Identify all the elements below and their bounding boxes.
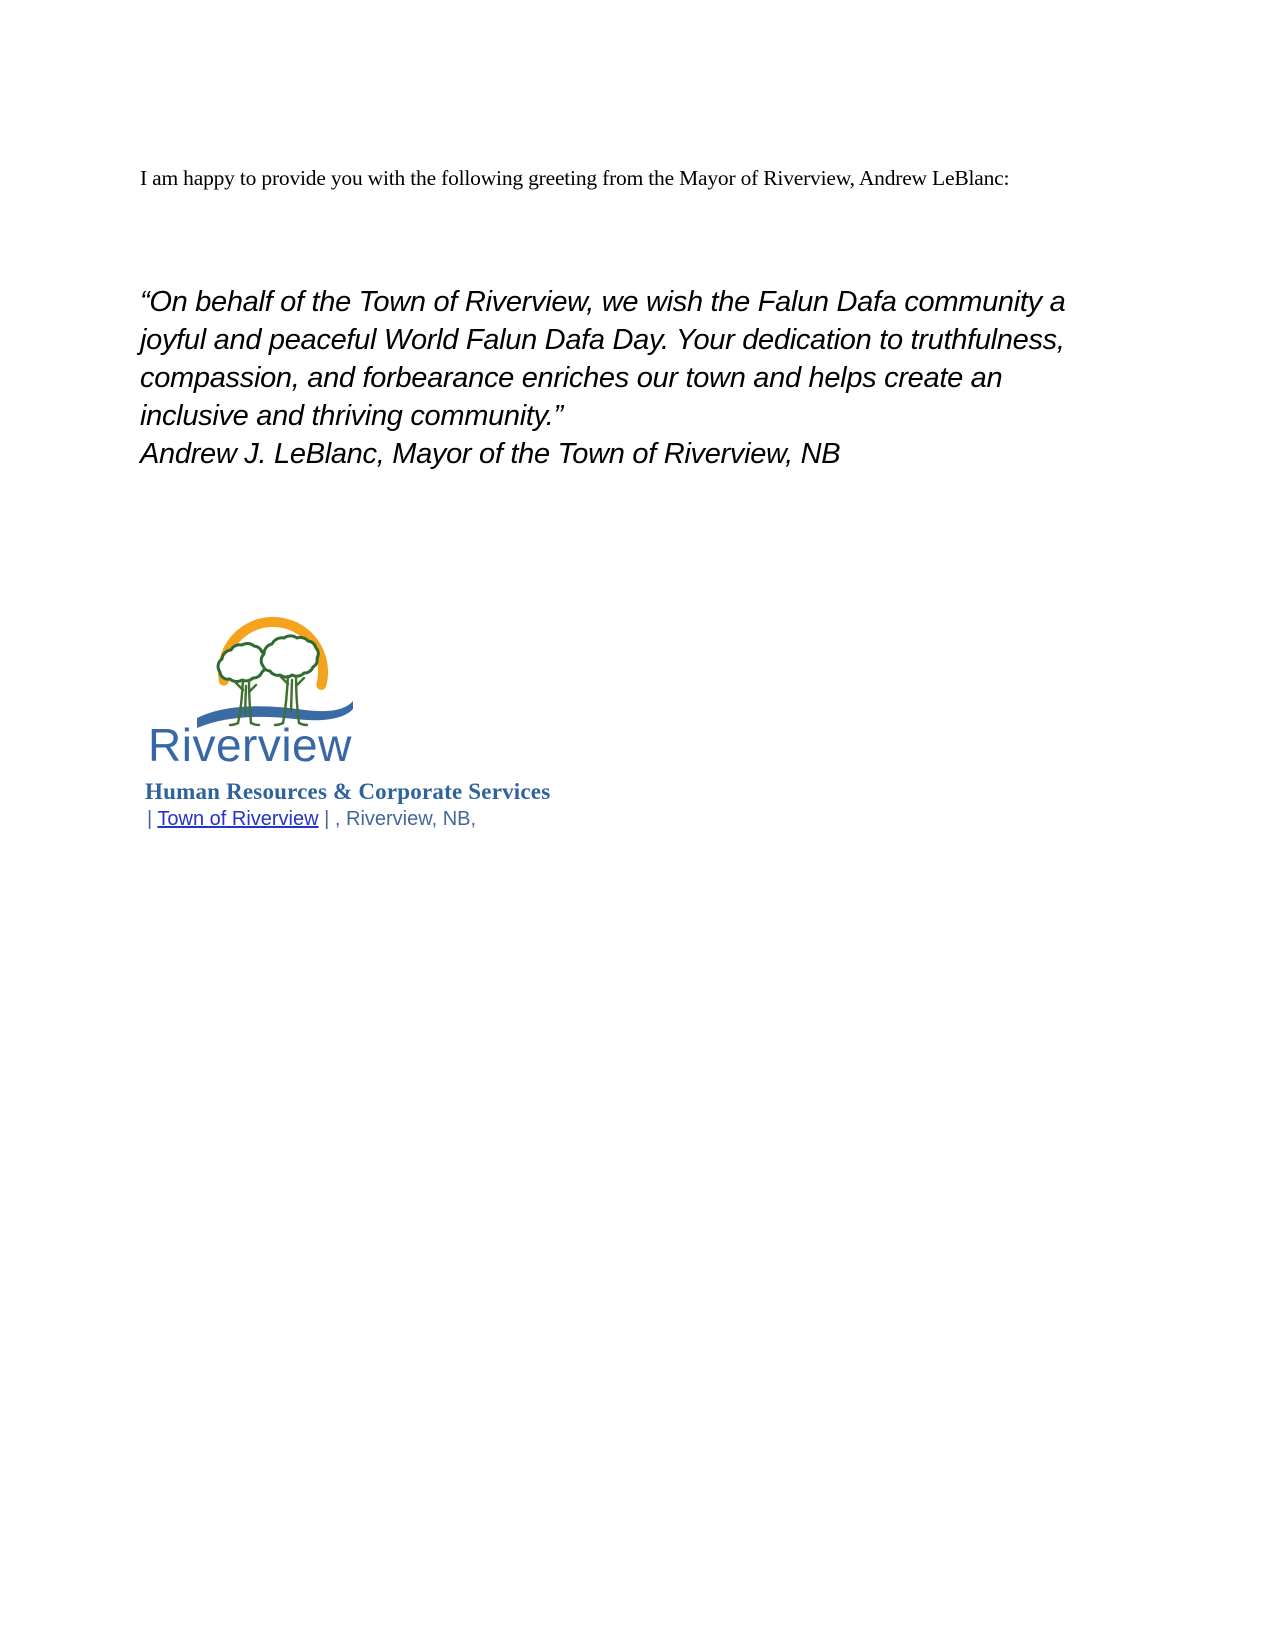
quote-attribution: Andrew J. LeBlanc, Mayor of the Town of Riverview, NB [140, 438, 841, 470]
town-of-riverview-link[interactable]: Town of Riverview [157, 808, 319, 830]
pipe-right: | [318, 808, 335, 830]
right-tree-crown-icon [261, 636, 318, 677]
address-tail: , Riverview, NB, [334, 808, 477, 830]
mayor-quote-block [140, 283, 1085, 473]
intro-paragraph: I am happy to provide you with the following greeting from the Mayor of Riverview, Andrew LeBlanc: [140, 165, 1010, 190]
logo-wordmark: Riverview [148, 719, 352, 771]
department-title: Human Resources & Corporate Services [145, 779, 551, 804]
quote-text: “On behalf of the Town of Riverview, we wish the Falun Dafa community a joyful and peaceful World Falun Dafa Day. Your dedication to truthfulness, compassion, and forbearance enriches our town and helps create an inclusive and thriving community.” [140, 286, 1066, 432]
signature-line [147, 808, 476, 831]
pipe-left: | [147, 808, 153, 830]
